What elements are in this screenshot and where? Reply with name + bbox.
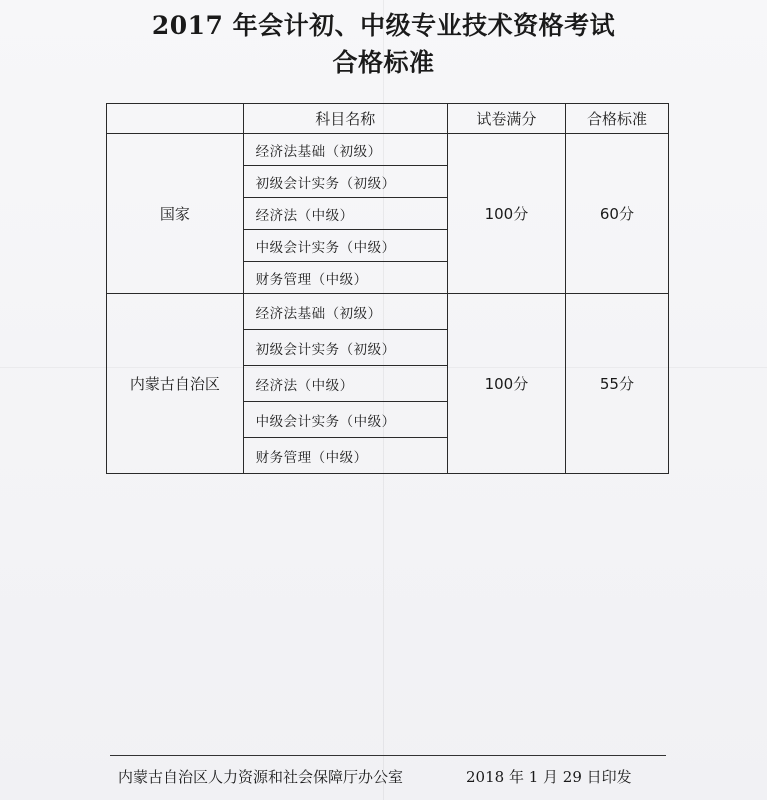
footer-date: 2018 年 1 月 29 日印发: [466, 768, 632, 786]
pass-standard-table: [106, 103, 669, 474]
region-cell: 内蒙古自治区: [107, 294, 244, 474]
footer-issuer: 内蒙古自治区人力资源和社会保障厅办公室: [118, 768, 404, 786]
subject-cell: 经济法（中级）: [243, 366, 447, 402]
subject-cell: 经济法基础（初级）: [243, 134, 447, 166]
full-score-cell: 100分: [447, 294, 565, 474]
subject-cell: 初级会计实务（初级）: [243, 166, 447, 198]
table-header-row: [107, 104, 669, 134]
subject-cell: 初级会计实务（初级）: [243, 330, 447, 366]
subject-cell: 经济法基础（初级）: [243, 294, 447, 330]
subject-cell: 财务管理（中级）: [243, 438, 447, 474]
full-score-cell: 100分: [447, 134, 565, 294]
subject-cell: 中级会计实务（中级）: [243, 402, 447, 438]
footer-rule: [110, 755, 666, 756]
table-row: [107, 294, 669, 330]
pass-score-cell: 55分: [565, 294, 668, 474]
pass-score-cell: 60分: [565, 134, 668, 294]
header-blank-cell: [107, 104, 244, 134]
header-full-score: 试卷满分: [447, 104, 565, 134]
region-cell: 国家: [107, 134, 244, 294]
subject-cell: 经济法（中级）: [243, 198, 447, 230]
header-pass-standard: 合格标准: [565, 104, 668, 134]
document-title: 2017 年会计初、中级专业技术资格考试: [151, 11, 616, 40]
table-row: [107, 134, 669, 166]
document-subtitle: 合格标准: [332, 48, 435, 77]
subject-cell: 财务管理（中级）: [243, 262, 447, 294]
subject-cell: 中级会计实务（中级）: [243, 230, 447, 262]
header-subject-name: 科目名称: [243, 104, 447, 134]
